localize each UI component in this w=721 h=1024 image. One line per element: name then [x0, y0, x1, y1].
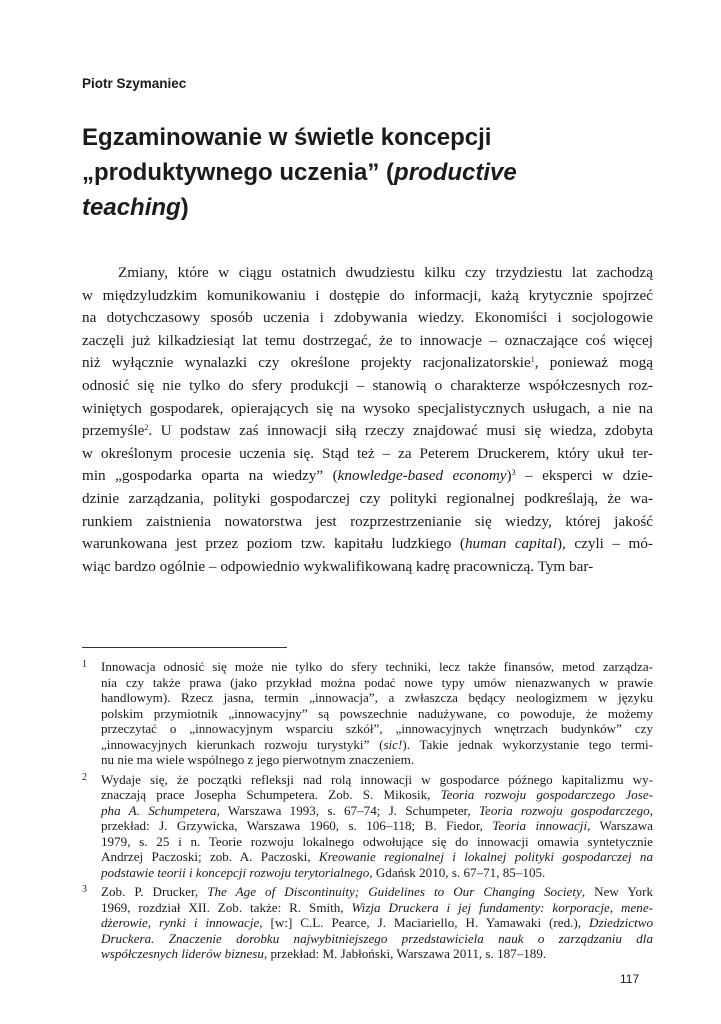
footnote-ref-1[interactable]: 1: [530, 355, 535, 365]
footnote-3: [82, 884, 653, 962]
footnote-line: znaczają prace Josepha Schumpetera. Zob. S. Mikosik, Teoria rozwoju gospodarczego Jose-: [101, 787, 653, 802]
body-line: odnosić się nie tylko do sfery produkcji – stanowią o charakterze współczesnych roz-: [82, 376, 653, 394]
footnotes: [82, 659, 653, 966]
body-line: Zmiany, które w ciągu ostatnich dwudziestu kilku czy trzydziestu lat zachodzą: [118, 264, 653, 281]
body-line: przemyśle$^2$. U podstaw zaś innowacji siłą rzeczy znajdować musi się wiedza, zdobyta: [82, 422, 653, 440]
footnote-line: nia czy także prawa (jako przykład można podać nowe typy umów nienazwanych w prawie: [101, 674, 653, 690]
footnote-line: Zob. P. Drucker, The Age of Discontinuity; Guidelines to Our Changing Society, New York: [101, 884, 653, 899]
footnote-separator: [82, 647, 287, 648]
body-line: warunkowana jest przez poziom tzw. kapitału ludzkiego (human capital), czyli – mó-: [82, 535, 653, 553]
title-line-1: Egzaminowanie w świetle koncepcji: [82, 124, 492, 151]
footnote-number: 1: [82, 659, 87, 670]
footnote-line: przekład: J. Grzywicka, Warszawa 1960, s. 106–118; B. Fiedor, Teoria innowacji, Warszawa: [101, 818, 653, 833]
footnote-line: dżerowie, rynki i innowacje, [w:] C.L. Pearce, J. Maciariello, H. Yamawaki (red.), Dziedzictwo: [101, 915, 653, 930]
body-line: dzinie zarządzania, polityki gospodarczej czy polityki regionalnej podkreślają, że wa-: [82, 489, 653, 507]
body-text: [82, 262, 653, 578]
footnote-line: Innowacja odnosić się może nie tylko do sfery techniki, lecz także finansów, metod zarządza-: [101, 659, 653, 674]
body-line: na dotychczasowy sposób uczenia i zdobywania wiedzy. Ekonomiści i socjologowie: [82, 309, 653, 327]
footnote-1: [82, 659, 653, 768]
footnote-line: Wydaje się, że początki refleksji nad rolą innowacji w gospodarce późnego kapitalizmu wy-: [101, 771, 653, 787]
author-name: Piotr Szymaniec: [82, 76, 187, 91]
body-line: w międzyludzkim komunikowaniu i dostępie do informacji, każą krytycznie spojrzeć: [82, 286, 653, 304]
footnote-line: handlowym). Rzecz jasna, termin „innowacja”, a zwłaszcza będący neologizmem w języku: [101, 690, 653, 705]
footnote-2: [82, 772, 653, 881]
body-line: winiętych gospodarek, opierających się na wysoko specjalistycznych usługach, a nie na: [82, 399, 653, 417]
body-line: niż wyłącznie wynalazki czy określone projekty racjonalizatorskie$^1$, ponieważ mogą: [82, 354, 653, 372]
title-line-3: teaching): [82, 194, 189, 221]
footnote-line: Druckera. Znaczenie dorobku najwybitniejszego przedstawiciela nauk o zarządzaniu dla: [101, 930, 653, 946]
footnote-line: nu nie ma wiele wspólnego z jego pierwotnym znaczeniem.: [101, 752, 415, 767]
footnote-line: pha A. Schumpetera, Warszawa 1993, s. 67–74; J. Schumpeter, Teoria rozwoju gospodarczego,: [101, 802, 653, 818]
footnote-line: 1969, rozdział XII. Zob. także: R. Smith, Wizja Druckera i jej fundamenty: korporacje, mene-: [101, 899, 653, 915]
footnote-line: przeczytać o „innowacyjnym wsparciu szkół”, „innowacyjnych wnętrzach budynków” czy: [101, 721, 653, 736]
footnote-line: podstawie teorii i koncepcji rozwoju terytorialnego, Gdańsk 2010, s. 67–71, 85–105.: [101, 864, 546, 880]
body-line: zaczęli już kilkadziesiąt lat temu dostrzegać, że to innowacje – oznaczające coś więcej: [82, 331, 653, 349]
footnote-number: 2: [82, 771, 87, 783]
body-line: runkiem zaistnienia nowatorstwa jest rozprzestrzenianie się wiedzy, której jakość: [82, 512, 653, 530]
footnote-line: 1979, s. 25 i n. Teorie rozwoju lokalnego odwołujące się do innowacji omawia syntetycznie: [101, 833, 653, 849]
page-number: 117: [620, 972, 640, 986]
footnote-number: 3: [82, 884, 87, 895]
body-line: w określonym procesie uczenia się. Stąd też – za Peterem Druckerem, który ukuł ter-: [82, 444, 653, 462]
footnote-line: „innowacyjnych kierunkach rozwoju turystyki” (sic!). Takie jednak wykorzystanie tego termi-: [101, 736, 653, 752]
title-line-2: „produktywnego uczenia” (productive: [82, 159, 517, 186]
footnote-ref-3[interactable]: 3: [511, 468, 516, 478]
footnote-line: polskim przymiotnik „innowacyjny” są powszechnie nadużywane, co powoduje, że możemy: [101, 705, 653, 721]
body-line: wiąc bardzo ogólnie – odpowiednio wykwalifikowaną kadrę pracowniczą. Tym bar-: [82, 557, 594, 575]
footnote-ref-2[interactable]: 2: [144, 423, 149, 433]
body-line: min „gospodarka oparta na wiedzy” (knowledge-based economy)$^3$ – eksperci w dzie-: [82, 467, 653, 485]
footnote-line: Andrzej Paczoski; zob. A. Paczoski, Kreowanie regionalnej i lokalnej polityki gospodarczej na: [101, 849, 653, 864]
article-title: [82, 120, 642, 225]
footnote-line: współczesnych liderów biznesu, przekład: M. Jabłoński, Warszawa 2011, s. 187–189.: [101, 946, 547, 961]
